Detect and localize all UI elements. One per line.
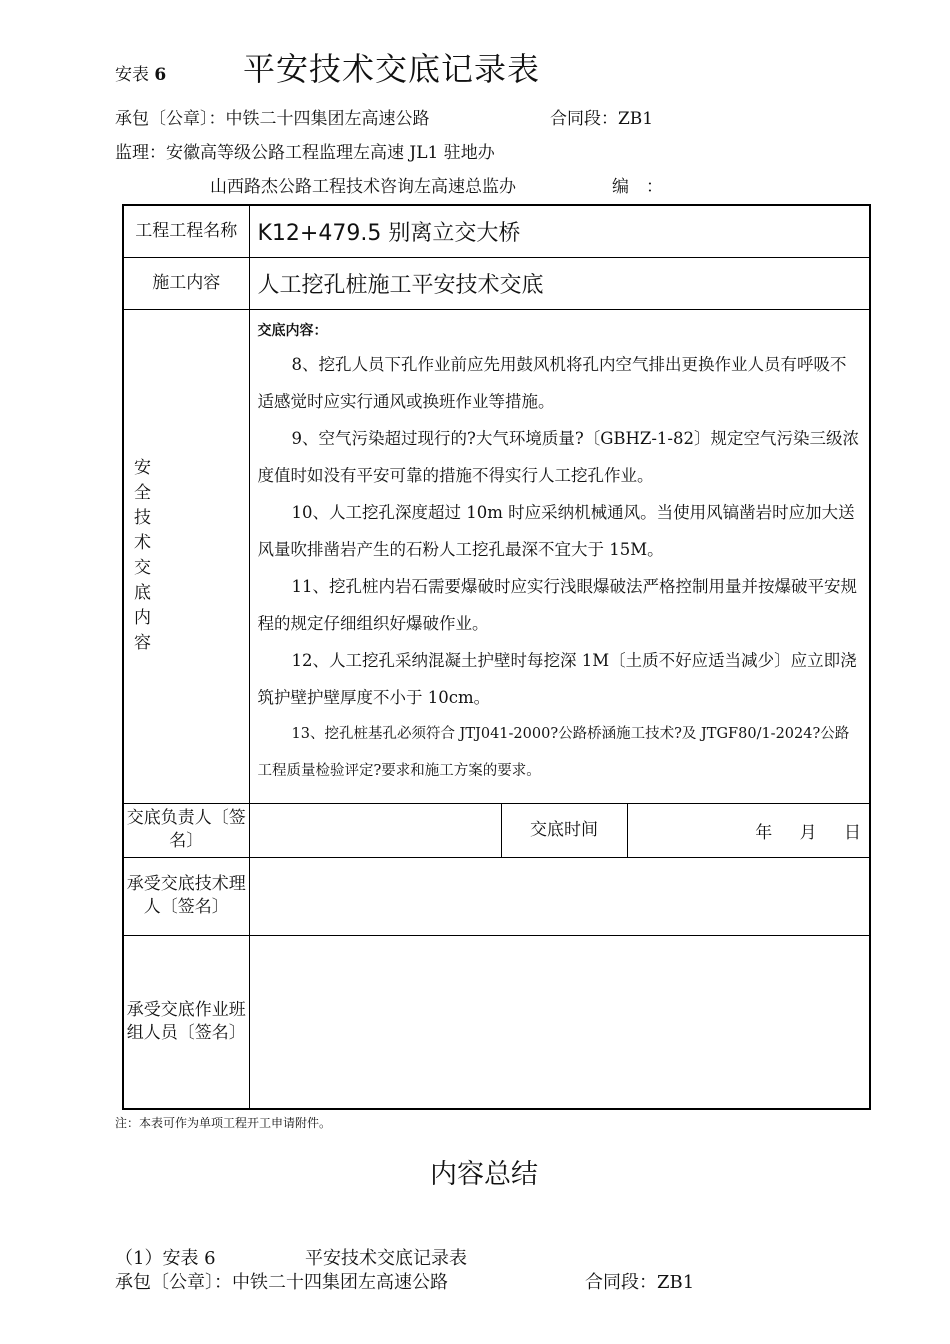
summary-line-1a: （1）安表 6	[115, 1248, 216, 1269]
paragraph: 12、人工挖孔采纳混凝土护壁时每挖深 1M〔土质不好应适当减少〕应立即浇筑护壁护壁厚度不小于 10cm。	[257, 650, 857, 707]
crew-signature-field[interactable]	[249, 935, 870, 1109]
content-heading: 交底内容：	[257, 322, 328, 339]
paragraph: 10、人工挖孔深度超过 10m 时应采纳机械通风。当使用风镐凿岩时应加大送风量吹排凿岩产生的石粉人工挖孔最深不宜大于 15M。	[257, 502, 855, 559]
date-field[interactable]: 年 月 日	[627, 803, 870, 857]
form-number-prefix: 安表	[115, 65, 149, 85]
paragraph: 8、挖孔人员下孔作业前应先用鼓风机将孔内空气排出更换作业人员有呼吸不适感觉时应实行通风或换班作业等措施。	[257, 354, 847, 411]
label-char: 技	[134, 508, 151, 528]
paragraph: 13、挖孔桩基孔必须符合 JTJ041-2000?公路桥涵施工技术?及 JTGF80/1-2024?公路工程质量检验评定?要求和施工方案的要求。	[257, 725, 850, 779]
label-char: 全	[134, 483, 151, 503]
time-label: 交底时间	[501, 803, 627, 857]
tech-receiver-signature-field[interactable]	[249, 857, 870, 935]
project-name-label: 工程工程名称	[123, 205, 249, 257]
contract-section: 合同段：ZB1	[550, 109, 654, 129]
form-number-value: 6	[154, 65, 167, 85]
summary-line-2a: 承包〔公章〕：中铁二十四集团左高速公路	[115, 1272, 448, 1293]
work-content-value: 人工挖孔桩施工平安技术交底	[249, 257, 870, 309]
label-char: 安	[134, 458, 151, 478]
paragraph: 11、挖孔桩内岩石需要爆破时应实行浅眼爆破法严格控制用量并按爆破平安规程的规定仔细组织好爆破作业。	[257, 576, 857, 633]
footnote: 注：本表可作为单项工程开工申请附件。	[115, 1116, 332, 1130]
label-char: 交	[134, 558, 151, 578]
record-table	[122, 204, 871, 1110]
project-name-value: K12+479.5 别离立交大桥	[249, 205, 870, 257]
summary-line-1b: 平安技术交底记录表	[305, 1248, 467, 1269]
work-content-label: 施工内容	[123, 257, 249, 309]
paragraph: 9、空气污染超过现行的?大气环境质量?〔GBHZ-1-82〕规定空气污染三级浓度值时如没有平安可靠的措施不得实行人工挖孔作业。	[257, 428, 859, 485]
form-number	[115, 60, 166, 85]
responsible-signature-field[interactable]	[249, 803, 501, 857]
safety-content-label	[123, 309, 249, 803]
label-char: 内	[134, 608, 151, 628]
summary-line-2b: 合同段：ZB1	[585, 1272, 695, 1293]
code-label: 编 ：	[612, 177, 663, 197]
supervisor-office-line: 山西路杰公路工程技术咨询左高速总监办	[210, 177, 516, 197]
label-char: 术	[134, 533, 151, 553]
page-title: 平安技术交底记录表	[243, 50, 541, 88]
contractor-line: 承包〔公章〕：中铁二十四集团左高速公路	[115, 109, 430, 129]
label-char: 底	[134, 583, 151, 603]
label-char: 容	[134, 633, 151, 653]
responsible-label: 交底负责人〔签名〕	[123, 803, 249, 857]
tech-receiver-label: 承受交底技术理人〔签名〕	[123, 857, 249, 935]
supervisor-line: 监理：安徽高等级公路工程监理左高速 JL1 驻地办	[115, 143, 495, 163]
safety-content-body	[249, 309, 870, 803]
summary-title: 内容总结	[430, 1159, 538, 1190]
crew-label: 承受交底作业班组人员〔签名〕	[123, 935, 249, 1109]
